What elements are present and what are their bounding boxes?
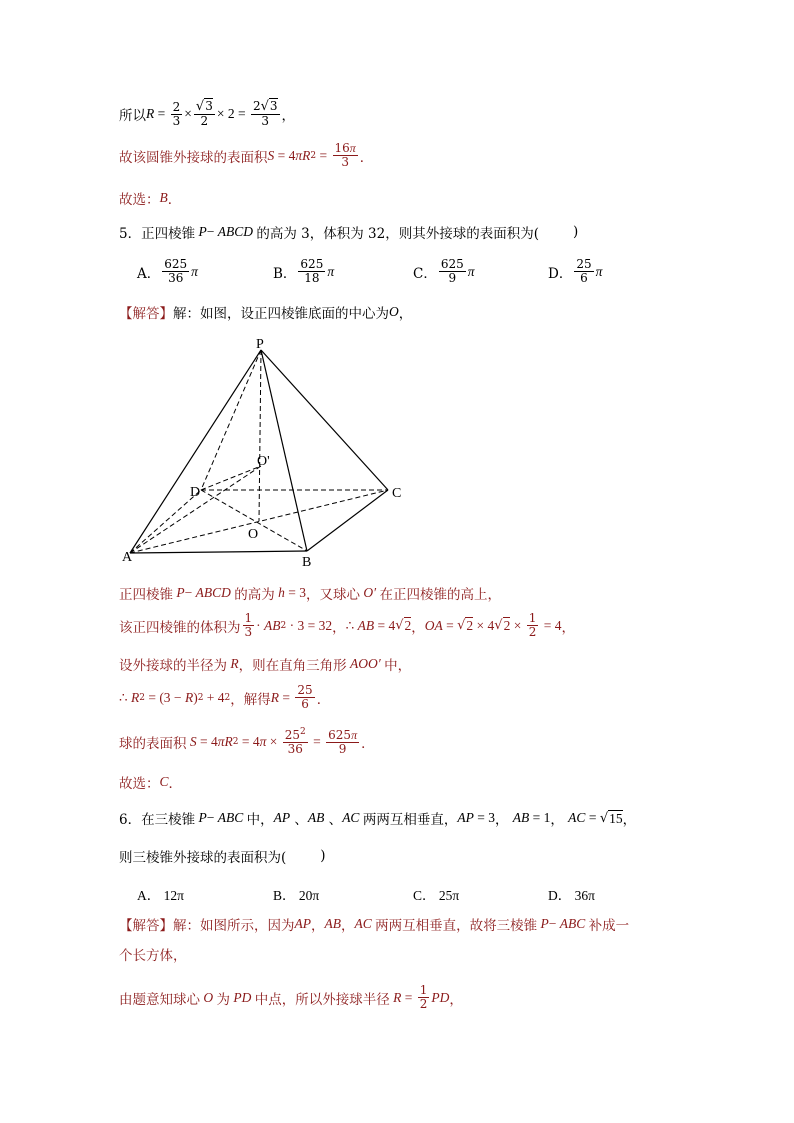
text: 的高为 3，体积为 32，则其外接球的表面积为( [256,226,539,242]
fraction: $\frac{2}{3}$ [172,99,181,128]
option-label: B． [273,265,297,282]
line-answer-c: 故选： C ． [119,774,183,792]
edge-bc [307,490,388,551]
answer: C [159,774,169,789]
height-po [259,350,261,521]
text: 故选： [119,776,160,792]
label-d: D [190,485,201,500]
solution-tag: 【解答】 [119,306,173,322]
question-5: 5．正四棱锥 P − ABCD 的高为 3，体积为 32，则其外接球的表面积为( ) [119,224,579,242]
text: 解：如图所示，因为 [173,918,295,934]
text: 该正四棱锥的体积为 [119,619,241,636]
text: ，又球心 [306,587,360,603]
text: ，解得 [230,691,271,708]
line-radius-result: 所以 R = $\frac{2}{3}$ × $\frac{√3}{2}$ × 2 = $\frac{2√3}{3}$ ， [119,99,296,129]
step-equation: ∴ R 2 = (3 − R ) 2 + 4 2 ，解得 R = $\frac{25}{6}$ ． [119,683,331,712]
text: 中， [384,658,412,674]
fraction: $\frac{16\pi}{3}$ [334,141,356,170]
text: 两两互相垂直，故将三棱锥 [375,918,538,934]
solution-6-line2 [119,944,187,964]
text: ，则在直角三角形 [238,658,347,674]
text: 球的表面积 [119,736,187,753]
edge-pa [130,350,261,553]
text: 设外接球的半径为 [119,658,227,674]
text: 故该圆锥外接球的表面积 [119,149,268,166]
answer: B [159,190,168,205]
text: 在正四棱锥的高上， [379,587,501,603]
edge-pd [201,350,261,490]
text: 个长方体， [119,948,187,964]
text: 6．在三棱锥 [119,812,196,828]
step-height: 正四棱锥 P − ABCD 的高为 h = 3 ，又球心 O′ 在正四棱锥的高上， [119,585,501,603]
option-label: C． [413,265,437,282]
text: 两两互相垂直， [362,812,458,828]
option-label: A． [137,265,161,282]
label-o-prime: O' [257,454,270,469]
fraction: $\frac{2√3}{3}$ [252,99,278,129]
text: 故选： [119,192,160,208]
step-radius: 设外接球的半径为 R ，则在直角三角形 AOO′ 中， [119,656,412,674]
text: 为 [216,991,230,1008]
fraction: $\frac{√3}{2}$ [195,99,213,129]
text: 5．正四棱锥 [119,226,196,242]
text: 补成一 [588,918,630,934]
q5-option-d: D． $\frac{25}{6}$ π [548,257,603,286]
text: 的高为 [234,587,275,603]
option-label: D． [548,265,573,282]
line-cone-sphere-area: 故该圆锥外接球的表面积 S = 4 πR 2 = $\frac{16\pi}{3}$ ． [119,141,374,170]
edge-pb [261,350,307,551]
text: 解：如图，设正四棱锥底面的中心为 [173,306,389,322]
solution-6-line3: 由题意知球心 O 为 PD 中点，所以外接球半径 R = $\frac{1}{2}$ PD ， [119,983,463,1012]
edge-pc [261,350,388,490]
q6-option-b: B． 20π [273,888,320,903]
question-6-line2 [119,846,326,866]
q5-option-c: C． $\frac{625}{9}$ π [413,257,475,286]
label-o: O [248,527,259,542]
label-a: A [122,550,133,565]
text: 正四棱锥 [119,587,173,603]
q5-option-b: B． $\frac{625}{18}$ π [273,257,335,286]
text: 由题意知球心 [119,991,200,1008]
edge-ab [130,551,307,553]
seg-ao2 [130,466,261,553]
step-volume: 该正四棱锥的体积为 $\frac{1}{3}$ · AB 2 · 3 = 32 ， ∴ AB = 4 √ 2 ， OA = √ 2 × 4 √ 2 × $\frac{1}{2}$ = 4 ， [119,611,575,640]
q6-option-a: A． 12π [137,888,184,903]
text: 则三棱锥外接球的表面积为( [119,850,287,866]
q6-option-d: D． 36π [548,888,595,903]
text: 所以 [119,108,146,125]
line-answer-b: 故选： B ． [119,190,182,208]
solution-tag: 【解答】 [119,918,173,934]
diag-ac [130,490,388,553]
label-b: B [302,555,312,570]
question-6: 6．在三棱锥 P − ABC 中， AP 、 AB 、 AC 两两互相垂直， AP = 3 ， AB = 1 ， AC = √ 15 ， [119,810,637,828]
step-area: 球的表面积 S = 4 πR 2 = 4 π × $\frac{25^2}{36}$ = $\frac{625\pi}{9}$ ． [119,727,375,757]
q5-option-a: A． $\frac{625}{36}$ π [137,257,198,286]
text: ) [572,224,579,240]
label-p: P [256,337,264,352]
math-r: R [146,106,155,122]
label-c: C [392,486,402,501]
solution-5-intro: 【解答】 解：如图，设正四棱锥底面的中心为 O ， [119,304,413,322]
pyramid-figure [118,336,418,576]
q6-option-c: C． 25π [413,888,460,903]
text: 中点，所以外接球半径 [254,991,390,1008]
text: 中， [246,812,274,828]
solution-6-line1: 【解答】 解：如图所示，因为 AP ， AB ， AC 两两互相垂直，故将三棱锥 P − ABC 补成一 [119,916,630,934]
text: ) [320,848,326,864]
